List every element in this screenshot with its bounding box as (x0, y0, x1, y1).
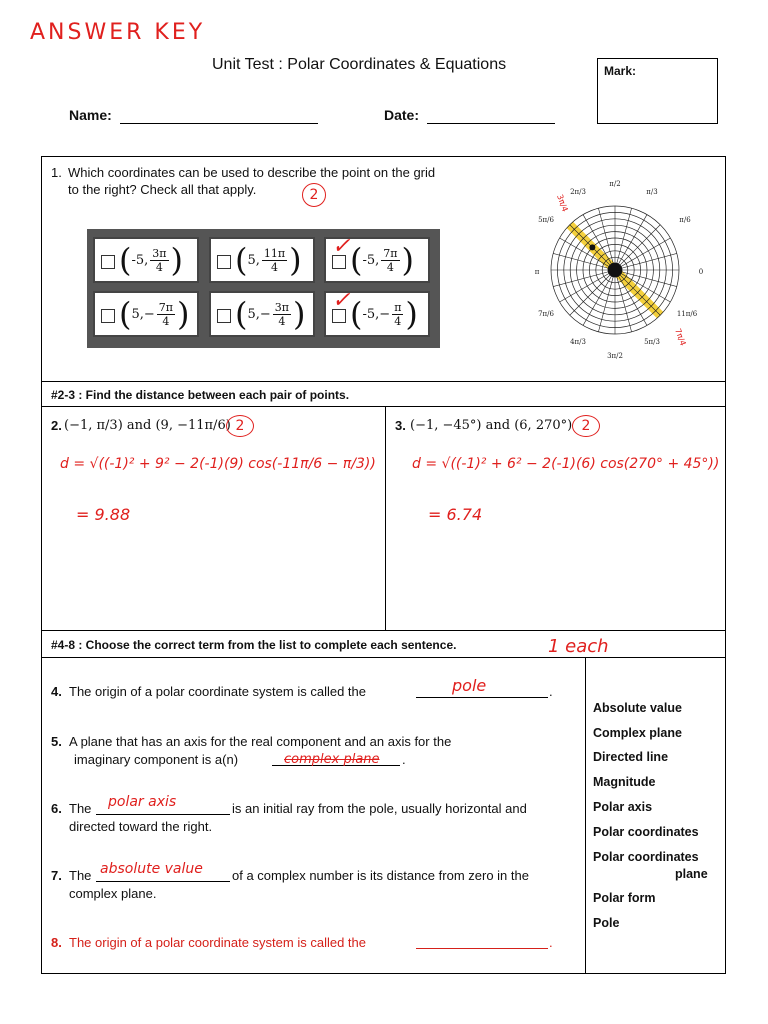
choice-r: 5, (247, 252, 260, 268)
grid-ray (615, 208, 632, 270)
choice-cell[interactable] (93, 237, 199, 283)
pole-dot (608, 263, 623, 278)
q7-text-a: The (69, 868, 92, 883)
angle-label: π/6 (679, 216, 691, 224)
paren: ( (119, 295, 132, 333)
paren: ) (170, 241, 183, 279)
choice-cell[interactable] (93, 291, 199, 337)
q7-answer: absolute value (100, 861, 203, 877)
section-2-3-header: #2-3 : Find the distance between each pair of points. (51, 388, 350, 402)
paren: ) (401, 241, 414, 279)
angle-label: 5π/3 (644, 338, 660, 346)
q3-answer: = 6.74 (428, 505, 483, 524)
q5-period: . (402, 752, 406, 767)
choice-r: -5, (131, 252, 149, 268)
choice-angle (392, 301, 403, 328)
choice-angle-den: 4 (162, 314, 170, 328)
q1-number: 1. (51, 165, 62, 180)
q4-answer: pole (452, 676, 487, 695)
choices-table (87, 229, 440, 348)
plotted-point (589, 244, 595, 250)
q5-text-line1: A plane that has an axis for the real component and an axis for the (69, 734, 452, 749)
mark-label: Mark: (604, 64, 637, 78)
grid-ray (598, 270, 615, 332)
choice-angle-num: 3π (152, 246, 167, 260)
choice-angle (273, 301, 291, 328)
grid-ray (560, 270, 615, 302)
q6-text-c: directed toward the right. (69, 819, 213, 834)
paren: ( (350, 295, 363, 333)
date-field[interactable] (427, 123, 555, 124)
choice-coordinate (350, 295, 418, 333)
answer-key-annotation: ANSWER KEY (30, 20, 206, 45)
choice-angle-den: 4 (394, 314, 402, 328)
q3-text: (−1, −45°) and (6, 270°) (410, 418, 573, 433)
angle-label: 11π/6 (676, 310, 698, 318)
q2-answer: = 9.88 (76, 505, 131, 524)
choice-angle-num: π (394, 300, 402, 314)
choice-angle (157, 301, 175, 328)
term-polar-coordinates-plane: Polar coordinates (593, 850, 699, 864)
q3-work: d = √((-1)² + 6² − 2(-1)(6) cos(270° + 45°)) (412, 456, 720, 472)
choice-angle (262, 247, 287, 274)
angle-label: 7π/6 (538, 310, 554, 318)
choice-cell[interactable] (324, 233, 430, 283)
choice-r: 5,− (247, 306, 271, 322)
q2-number: 2. (51, 418, 62, 433)
q6-text-a: The (69, 801, 92, 816)
divider (585, 657, 586, 974)
choice-coordinate (235, 295, 306, 333)
mark-box (597, 58, 718, 124)
q5-answer: complex plane (284, 752, 380, 767)
q4-period: . (549, 684, 553, 699)
grid-ray (615, 238, 670, 270)
term-polar-axis: Polar axis (593, 800, 653, 814)
choice-angle-den: 4 (278, 314, 286, 328)
choice-r: -5, (362, 252, 380, 268)
choice-checkbox[interactable] (217, 255, 231, 269)
choice-cell[interactable] (324, 287, 430, 337)
section-4-8-header: #4-8 : Choose the correct term from the list to complete each sentence. (51, 638, 457, 652)
choice-cell[interactable] (209, 237, 315, 283)
choice-checkbox[interactable] (101, 255, 115, 269)
term-directed-line: Directed line (593, 750, 669, 764)
q8-blank[interactable] (416, 948, 548, 949)
choice-coordinate (350, 241, 414, 279)
paren: ( (119, 241, 132, 279)
choice-r: 5,− (131, 306, 155, 322)
q1-text-line2: to the right? Check all that apply. (68, 182, 257, 197)
q7-blank[interactable] (96, 881, 230, 882)
choice-checkbox[interactable] (101, 309, 115, 323)
angle-label: 2π/3 (570, 188, 586, 196)
q4-text: The origin of a polar coordinate system is called the (69, 684, 366, 699)
choice-angle (381, 247, 399, 274)
q5-number: 5. (51, 734, 62, 749)
q7-text-b: of a complex number is its distance from zero in the (232, 868, 529, 883)
paren: ( (350, 241, 363, 279)
angle-label: 3π/2 (607, 352, 623, 360)
choice-angle (150, 247, 168, 274)
paren: ( (235, 295, 248, 333)
angle-label: 5π/6 (538, 216, 554, 224)
choice-checkbox[interactable] (217, 309, 231, 323)
paren: ) (405, 295, 418, 333)
paren: ( (235, 241, 248, 279)
q6-answer: polar axis (108, 794, 177, 810)
choice-angle-num: 7π (158, 300, 174, 314)
q6-blank[interactable] (96, 814, 230, 815)
q6-number: 6. (51, 801, 62, 816)
grid-ray (583, 270, 615, 325)
q3-marks: 2 (572, 415, 600, 437)
polar-grid (526, 176, 716, 370)
q5-text-line2: imaginary component is a(n) (74, 752, 239, 767)
choice-coordinate (119, 241, 183, 279)
q2-marks: 2 (226, 415, 254, 437)
q1-text-line1: Which coordinates can be used to describe the point on the grid (68, 165, 436, 180)
term-magnitude: Magnitude (593, 775, 656, 789)
angle-label: π (534, 268, 540, 276)
paren: ) (289, 241, 302, 279)
q7-number: 7. (51, 868, 62, 883)
q4-8-marks: 1 each (548, 636, 609, 657)
check-mark-icon: ✓ (332, 233, 351, 258)
test-title: Unit Test : Polar Coordinates & Equations (212, 56, 507, 73)
paren: ) (293, 295, 306, 333)
q8-text: The origin of a polar coordinate system is called the (69, 935, 366, 950)
q8-number: 8. (51, 935, 62, 950)
q4-blank[interactable] (416, 697, 548, 698)
divider (41, 657, 726, 658)
divider (41, 630, 726, 631)
name-label: Name: (69, 107, 112, 123)
term-polar-form: Polar form (593, 891, 656, 905)
choice-angle-num: 7π (383, 246, 398, 260)
choice-angle-den: 4 (155, 260, 163, 274)
divider (41, 381, 726, 382)
grid-ray (615, 253, 677, 270)
divider (385, 406, 386, 630)
term-pole: Pole (593, 916, 620, 930)
graph-annotation: 7π/4 (673, 327, 688, 348)
choice-coordinate (235, 241, 302, 279)
check-mark-icon: ✓ (332, 287, 351, 312)
choice-angle-num: 3π (274, 300, 290, 314)
angle-label: π/2 (609, 180, 621, 188)
q7-text-c: complex plane. (69, 886, 157, 901)
choice-angle-den: 4 (386, 260, 394, 274)
q4-number: 4. (51, 684, 62, 699)
choice-angle-num: 11π (263, 246, 286, 260)
name-field[interactable] (120, 123, 318, 124)
angle-label: π/3 (646, 188, 658, 196)
term-polar-coordinates-plane-cont: plane (675, 867, 708, 881)
grid-ray (615, 215, 647, 270)
angle-label: 4π/3 (570, 338, 586, 346)
angle-label: 0 (698, 268, 704, 276)
paren: ) (177, 295, 190, 333)
q1-marks: 2 (302, 183, 326, 207)
term-complex-plane: Complex plane (593, 726, 682, 740)
grid-ray (553, 270, 615, 287)
choice-r: -5,− (362, 306, 391, 322)
q6-text-b: is an initial ray from the pole, usually horizontal and (232, 801, 527, 816)
term-absolute-value: Absolute value (593, 701, 682, 715)
date-label: Date: (384, 107, 420, 123)
term-polar-coordinates: Polar coordinates (593, 825, 699, 839)
q8-period: . (549, 935, 553, 950)
choice-coordinate (119, 295, 190, 333)
choice-angle-den: 4 (271, 260, 278, 274)
divider (41, 406, 726, 407)
q3-number: 3. (395, 418, 406, 433)
graph-annotation: 3π/4 (555, 193, 570, 214)
q2-text: (−1, π/3) and (9, −11π/6) (64, 418, 231, 433)
choice-cell[interactable] (209, 291, 315, 337)
q2-work: d = √((-1)² + 9² − 2(-1)(9) cos(-11π/6 − π/3)) (60, 456, 376, 472)
